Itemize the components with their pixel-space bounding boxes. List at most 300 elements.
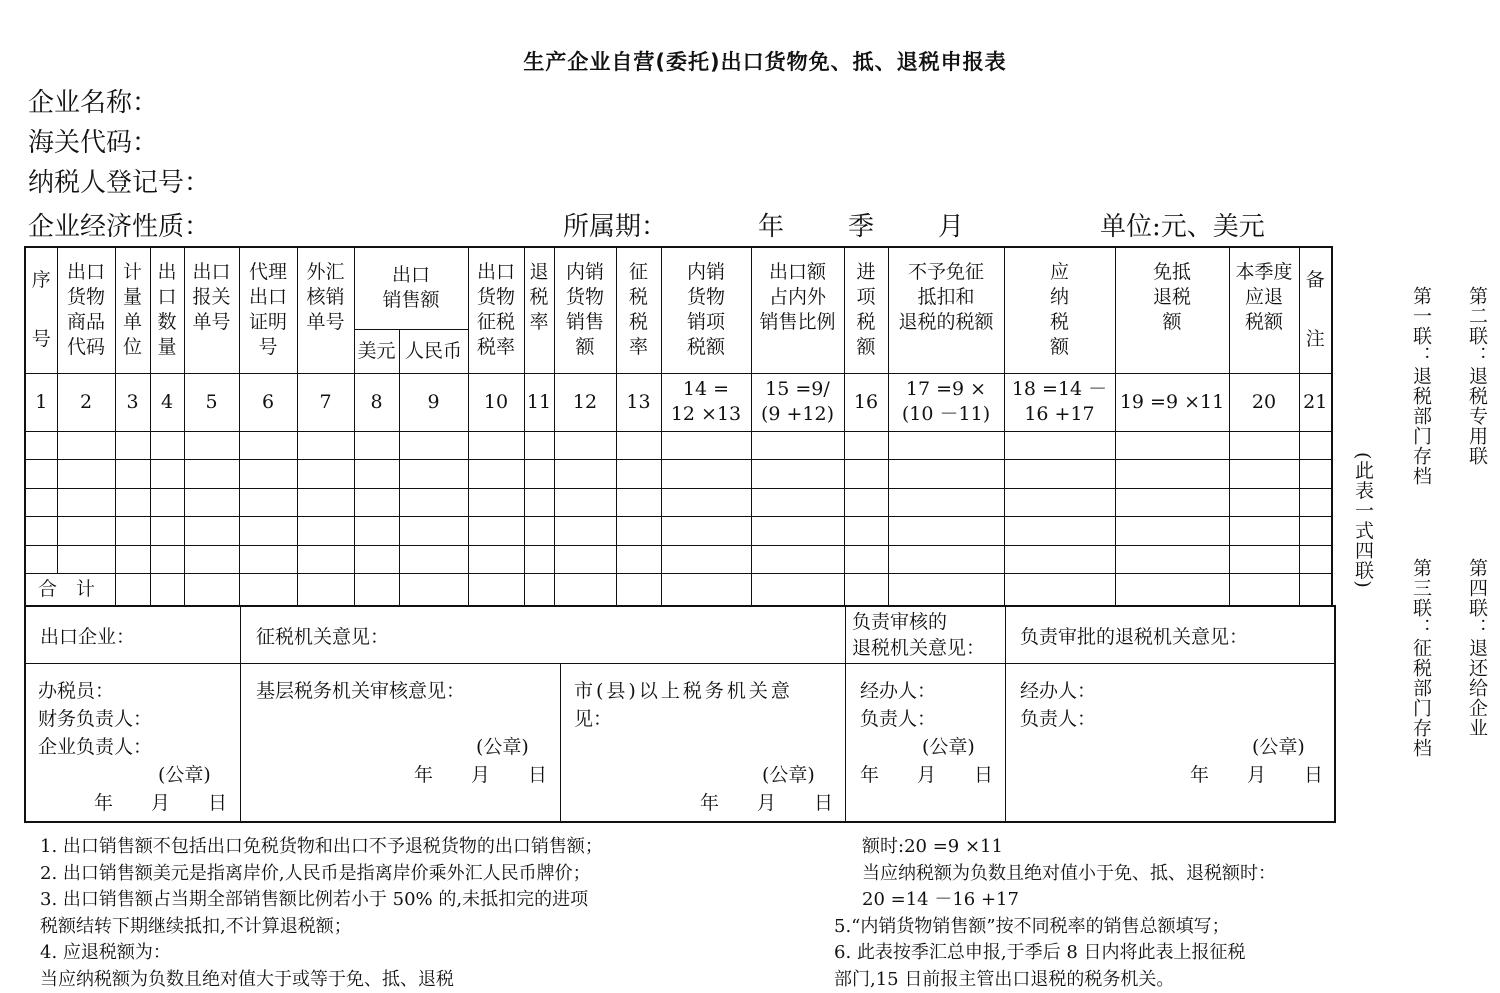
col-header-16 (844, 247, 888, 373)
col-header-line: 内销 (555, 260, 616, 285)
data-cell[interactable] (184, 517, 239, 546)
data-cell[interactable] (1299, 545, 1332, 574)
col-header-line: 内销 (662, 260, 751, 285)
data-cell[interactable] (297, 488, 354, 517)
total-cell[interactable] (468, 574, 524, 606)
data-cell[interactable] (239, 545, 297, 574)
data-cell[interactable] (25, 460, 57, 489)
data-cell[interactable] (57, 545, 115, 574)
col4-label (151, 260, 184, 360)
export-company-label: 出口企业： (40, 623, 135, 651)
total-cell[interactable] (399, 574, 468, 606)
total-cell[interactable] (888, 574, 1004, 606)
city-county-date: 年 月 日 (700, 789, 833, 817)
total-cell[interactable] (751, 574, 844, 606)
formula-cell (751, 373, 844, 431)
data-cell[interactable] (1004, 460, 1115, 489)
formula-cell (1004, 373, 1115, 431)
col-header-line: 税率 (469, 335, 524, 360)
table-row (25, 488, 1332, 517)
review-date: 年 月 日 (860, 761, 993, 789)
col-header-line: 额 (845, 335, 888, 360)
data-cell[interactable] (751, 488, 844, 517)
data-cell[interactable] (297, 517, 354, 546)
data-cell[interactable] (184, 431, 239, 460)
col-header-10 (468, 247, 524, 373)
col-header-line: 量 (151, 335, 184, 360)
note-line: 20 =14 －16 +17 (834, 887, 1276, 914)
col-header-line: 率 (525, 310, 554, 335)
col16-label (845, 260, 888, 360)
note-line: 4. 应退税额为： (40, 940, 603, 967)
data-cell[interactable] (25, 517, 57, 546)
data-cell[interactable] (524, 545, 554, 574)
data-cell[interactable] (1229, 488, 1299, 517)
unit-label: 单位:元、美元 (1100, 206, 1265, 243)
total-cell[interactable] (1004, 574, 1115, 606)
approve-handler-label: 经办人： (1020, 677, 1096, 705)
col-header-line: 数 (151, 310, 184, 335)
total-cell[interactable] (354, 574, 399, 606)
formula-cell: 21 (1299, 373, 1332, 431)
data-cell[interactable] (354, 488, 399, 517)
formula-cell: 1 (25, 373, 57, 431)
formula-line: 17 =9 × (889, 377, 1004, 402)
note-line: 1. 出口销售额不包括出口免税货物和出口不予退税货物的出口销售额； (40, 834, 603, 861)
formula-cell: 7 (297, 373, 354, 431)
copy-3-label: 第三联：征税部门存档 (1410, 558, 1432, 758)
data-cell[interactable] (661, 545, 751, 574)
data-cell[interactable] (468, 545, 524, 574)
data-cell[interactable] (751, 517, 844, 546)
col-header-line: 税 (617, 310, 661, 335)
col-header-2 (57, 247, 115, 373)
col6-label (240, 260, 297, 360)
data-cell[interactable] (115, 460, 150, 489)
data-cell[interactable] (844, 517, 888, 546)
col-header-1 (25, 247, 57, 373)
col-header-8: 美元 (354, 329, 399, 373)
copy-1-label: 第一联：退税部门存档 (1410, 286, 1432, 486)
data-cell[interactable] (297, 545, 354, 574)
col-header-13 (616, 247, 661, 373)
notes-left (40, 834, 603, 993)
col-header-line: 征税 (469, 310, 524, 335)
col-header-line: 货物 (662, 285, 751, 310)
company-seal: (公章) (158, 761, 211, 789)
col15-label (752, 260, 844, 335)
note-line: 当应纳税额为负数且绝对值小于免、抵、退税额时： (834, 861, 1276, 888)
data-cell[interactable] (57, 460, 115, 489)
data-cell[interactable] (616, 488, 661, 517)
col11-label (525, 260, 554, 335)
col-header-21 (1299, 247, 1332, 373)
data-cell[interactable] (1299, 431, 1332, 460)
data-cell[interactable] (399, 431, 468, 460)
col-header-line: 代理 (240, 260, 297, 285)
formula-line: (10 －11) (889, 402, 1004, 427)
four-copies-note: (此表一式四联) (1352, 452, 1374, 589)
col3-label (116, 260, 150, 360)
data-cell[interactable] (399, 545, 468, 574)
data-cell[interactable] (661, 517, 751, 546)
data-cell[interactable] (888, 488, 1004, 517)
formula-cell: 9 (399, 373, 468, 431)
data-cell[interactable] (399, 488, 468, 517)
formula-line: (9 +12) (752, 402, 844, 427)
data-cell[interactable] (751, 545, 844, 574)
formula-row (25, 373, 1332, 431)
data-cell[interactable] (888, 545, 1004, 574)
col-header-line: 货物 (58, 285, 115, 310)
formula-cell (661, 373, 751, 431)
data-cell[interactable] (25, 431, 57, 460)
col-header-line: 应 (1005, 260, 1115, 285)
data-cell[interactable] (239, 460, 297, 489)
data-cell[interactable] (354, 545, 399, 574)
finance-head-label: 财务负责人： (38, 705, 152, 733)
data-cell[interactable] (184, 488, 239, 517)
data-cell[interactable] (184, 460, 239, 489)
col-header-line: 出口 (240, 285, 297, 310)
col-header-line: 出口 (58, 260, 115, 285)
data-cell[interactable] (239, 517, 297, 546)
col-header-line: 商品 (58, 310, 115, 335)
data-cell[interactable] (115, 488, 150, 517)
col-header-line: 号 (240, 335, 297, 360)
copy-2-label: 第二联：退税专用联 (1466, 286, 1488, 466)
data-cell[interactable] (661, 431, 751, 460)
total-cell[interactable] (115, 574, 150, 606)
data-cell[interactable] (399, 517, 468, 546)
total-cell[interactable] (297, 574, 354, 606)
formula-cell: 12 (554, 373, 616, 431)
col-header-line: 核销 (298, 285, 354, 310)
data-cell[interactable] (844, 488, 888, 517)
data-cell[interactable] (115, 545, 150, 574)
formula-line: 12 ×13 (662, 402, 751, 427)
formula-cell: 11 (524, 373, 554, 431)
col-header-line: 免抵 (1116, 260, 1229, 285)
col-header-line: 出口额 (752, 260, 844, 285)
data-cell[interactable] (57, 517, 115, 546)
formula-cell: 20 (1229, 373, 1299, 431)
col-header-line: 应退 (1230, 285, 1299, 310)
data-cell[interactable] (468, 431, 524, 460)
col-header-line: 纳 (1005, 285, 1115, 310)
table-row (25, 431, 1332, 460)
data-cell[interactable] (297, 431, 354, 460)
note-line: 额时:20 =9 ×11 (834, 834, 1276, 861)
formula-line: 15 =9/ (752, 377, 844, 402)
table-row (25, 545, 1332, 574)
data-cell[interactable] (468, 488, 524, 517)
data-cell[interactable] (354, 460, 399, 489)
col-header-line: 位 (116, 335, 150, 360)
formula-cell: 10 (468, 373, 524, 431)
col-header-line: 外汇 (298, 260, 354, 285)
company-date: 年 月 日 (94, 789, 227, 817)
total-cell[interactable] (184, 574, 239, 606)
data-cell[interactable] (1229, 431, 1299, 460)
col-header-line: 单号 (185, 310, 239, 335)
data-cell[interactable] (150, 431, 184, 460)
data-cell[interactable] (399, 460, 468, 489)
data-cell[interactable] (150, 460, 184, 489)
data-cell[interactable] (524, 488, 554, 517)
col20-label (1230, 260, 1299, 335)
col18-label (1005, 260, 1115, 360)
col-header-line: 额 (1116, 310, 1229, 335)
data-cell[interactable] (524, 431, 554, 460)
col-header-line: 本季度 (1230, 260, 1299, 285)
data-cell[interactable] (468, 460, 524, 489)
signature-section (24, 605, 1336, 823)
col-header-19 (1115, 247, 1229, 373)
col-header-18 (1004, 247, 1115, 373)
col-header-line: 单 (116, 310, 150, 335)
col-header-line: 税额 (662, 335, 751, 360)
data-cell[interactable] (1229, 460, 1299, 489)
data-cell[interactable] (751, 431, 844, 460)
data-cell[interactable] (150, 545, 184, 574)
approve-date: 年 月 日 (1190, 761, 1323, 789)
total-cell[interactable] (616, 574, 661, 606)
col-header-line: 证明 (240, 310, 297, 335)
total-cell[interactable] (1229, 574, 1299, 606)
col-header-line: 量 (116, 285, 150, 310)
total-cell[interactable] (150, 574, 184, 606)
data-cell[interactable] (554, 517, 616, 546)
data-cell[interactable] (1115, 517, 1229, 546)
total-cell[interactable] (1299, 574, 1332, 606)
data-cell[interactable] (57, 488, 115, 517)
data-cell[interactable] (554, 545, 616, 574)
col-header-line: 征 (617, 260, 661, 285)
formula-cell: 3 (115, 373, 150, 431)
data-cell[interactable] (661, 460, 751, 489)
total-label: 合 计 (25, 574, 115, 606)
formula-line: 16 +17 (1005, 402, 1115, 427)
col-header-line: 额 (1005, 335, 1115, 360)
review-seal: (公章) (922, 733, 975, 761)
col-header-line: 税 (617, 285, 661, 310)
col-header-line: 货物 (469, 285, 524, 310)
econ-nature-label: 企业经济性质： (28, 206, 210, 243)
data-cell[interactable] (354, 517, 399, 546)
form-title: 生产企业自营(委托)出口货物免、抵、退税申报表 (0, 46, 1500, 76)
total-cell[interactable] (524, 574, 554, 606)
city-county-opinion-label: 市(县)以上税务机关意 (574, 677, 793, 705)
city-county-seal: (公章) (762, 761, 815, 789)
table-row (25, 517, 1332, 546)
col-header-line: 销售 (555, 310, 616, 335)
header-row (28, 206, 1308, 242)
col-header-7 (297, 247, 354, 373)
col-header-15 (751, 247, 844, 373)
col-header-14 (661, 247, 751, 373)
col-header-line: 额 (555, 335, 616, 360)
formula-cell: 13 (616, 373, 661, 431)
col-header-line: 计 (116, 260, 150, 285)
data-cell[interactable] (239, 488, 297, 517)
note-line: 6. 此表按季汇总申报,于季后 8 日内将此表上报征税 (834, 940, 1276, 967)
col-header-line: 抵扣和 (889, 285, 1004, 310)
declaration-table (24, 246, 1333, 607)
col-header-line: 不予免征 (889, 260, 1004, 285)
col-header-4 (150, 247, 184, 373)
data-cell[interactable] (616, 431, 661, 460)
approve-seal: (公章) (1252, 733, 1305, 761)
grassroots-date: 年 月 日 (414, 761, 547, 789)
col-header-line: 占内外 (752, 285, 844, 310)
data-cell[interactable] (661, 488, 751, 517)
col-header-12 (554, 247, 616, 373)
company-head-label: 企业负责人： (38, 733, 152, 761)
note-line: 2. 出口销售额美元是指离岸价,人民币是指离岸价乘外汇人民币牌价； (40, 861, 603, 888)
data-cell[interactable] (1004, 488, 1115, 517)
formula-cell: 19 =9 ×11 (1115, 373, 1229, 431)
data-cell[interactable] (844, 545, 888, 574)
col8-9-label (355, 263, 468, 313)
data-cell[interactable] (1115, 431, 1229, 460)
formula-cell: 8 (354, 373, 399, 431)
col-header-9: 人民币 (399, 329, 468, 373)
period-year: 年 (758, 206, 784, 243)
data-cell[interactable] (468, 517, 524, 546)
grassroots-seal: (公章) (476, 733, 529, 761)
data-cell[interactable] (115, 431, 150, 460)
period-label: 所属期： (563, 206, 667, 243)
approve-opinion-label: 负责审批的退税机关意见： (1020, 623, 1248, 651)
formula-cell: 4 (150, 373, 184, 431)
data-cell[interactable] (616, 460, 661, 489)
data-cell[interactable] (554, 488, 616, 517)
col-header-line: 号 (26, 327, 57, 352)
col-header-line: 率 (617, 335, 661, 360)
col-header-20 (1229, 247, 1299, 373)
tax-authority-opinion-label: 征税机关意见： (256, 623, 389, 651)
data-cell[interactable] (25, 545, 57, 574)
data-cell[interactable] (616, 517, 661, 546)
data-cell[interactable] (1004, 517, 1115, 546)
data-cell[interactable] (115, 517, 150, 546)
data-cell[interactable] (1229, 517, 1299, 546)
col-header-line: 销项 (662, 310, 751, 335)
data-cell[interactable] (888, 460, 1004, 489)
table-row (25, 460, 1332, 489)
col-header-line: 退税的税额 (889, 310, 1004, 335)
col14-label (662, 260, 751, 360)
data-cell[interactable] (239, 431, 297, 460)
total-cell[interactable] (554, 574, 616, 606)
data-cell[interactable] (150, 517, 184, 546)
col-header-line: 序 (26, 268, 57, 293)
data-cell[interactable] (150, 488, 184, 517)
data-cell[interactable] (1299, 460, 1332, 489)
review-opinion-label: 负责审核的 退税机关意见： (852, 609, 985, 661)
data-cell[interactable] (57, 431, 115, 460)
data-cell[interactable] (1004, 545, 1115, 574)
col1-label (26, 260, 57, 360)
data-cell[interactable] (1115, 488, 1229, 517)
grassroots-opinion-label: 基层税务机关审核意见： (256, 677, 465, 705)
note-line: 3. 出口销售额占当期全部销售额比例若小于 50% 的,未抵扣完的进项 (40, 887, 603, 914)
note-line: 部门,15 日前报主管出口退税的税务机关。 (834, 967, 1276, 993)
review-responsible-label: 负责人： (860, 705, 936, 733)
data-cell[interactable] (616, 545, 661, 574)
total-cell[interactable] (844, 574, 888, 606)
col-header-line: 货物 (555, 285, 616, 310)
col-header-line: 税额 (1230, 310, 1299, 335)
review-handler-label: 经办人： (860, 677, 936, 705)
period-quarter: 季 (848, 206, 874, 243)
formula-cell: 16 (844, 373, 888, 431)
data-cell[interactable] (524, 517, 554, 546)
col10-label (469, 260, 524, 360)
total-cell[interactable] (661, 574, 751, 606)
data-cell[interactable] (1229, 545, 1299, 574)
data-cell[interactable] (1299, 517, 1332, 546)
col-header-line: 单号 (298, 310, 354, 335)
tax-clerk-label: 办税员： (38, 677, 114, 705)
formula-cell (888, 373, 1004, 431)
total-cell[interactable] (1115, 574, 1229, 606)
data-cell[interactable] (554, 431, 616, 460)
col17-label (889, 260, 1004, 335)
col-header-line: 退税 (1116, 285, 1229, 310)
col-header-line: 口 (151, 285, 184, 310)
data-cell[interactable] (888, 517, 1004, 546)
total-cell[interactable] (239, 574, 297, 606)
data-cell[interactable] (354, 431, 399, 460)
data-cell[interactable] (1299, 488, 1332, 517)
formula-cell: 5 (184, 373, 239, 431)
data-cell[interactable] (554, 460, 616, 489)
period-month: 月 (938, 206, 964, 243)
formula-cell: 2 (57, 373, 115, 431)
formula-cell: 6 (239, 373, 297, 431)
data-cell[interactable] (844, 431, 888, 460)
data-cell[interactable] (524, 460, 554, 489)
data-cell[interactable] (1115, 460, 1229, 489)
data-cell[interactable] (25, 488, 57, 517)
col12-label (555, 260, 616, 360)
col-header-line: 进 (845, 260, 888, 285)
col-header-17 (888, 247, 1004, 373)
data-cell[interactable] (1004, 431, 1115, 460)
data-cell[interactable] (184, 545, 239, 574)
data-cell[interactable] (844, 460, 888, 489)
customs-code-label: 海关代码： (28, 128, 158, 158)
note-line: 税额结转下期继续抵扣,不计算退税额； (40, 914, 603, 941)
note-line: 当应纳税额为负数且绝对值大于或等于免、抵、退税 (40, 967, 603, 993)
formula-line: 14 = (662, 377, 751, 402)
data-cell[interactable] (297, 460, 354, 489)
copy-4-label: 第四联：退还给企业 (1466, 558, 1488, 738)
notes-right (834, 834, 1276, 993)
col-header-line: 税 (1005, 310, 1115, 335)
note-line: 5.“内销货物销售额”按不同税率的销售总额填写； (834, 914, 1276, 941)
col19-label (1116, 260, 1229, 335)
company-name-label: 企业名称： (28, 88, 158, 118)
col-header-5 (184, 247, 239, 373)
data-cell[interactable] (888, 431, 1004, 460)
col-header-line: 备 (1300, 268, 1332, 293)
data-cell[interactable] (751, 460, 844, 489)
data-cell[interactable] (1115, 545, 1229, 574)
col5-label (185, 260, 239, 335)
